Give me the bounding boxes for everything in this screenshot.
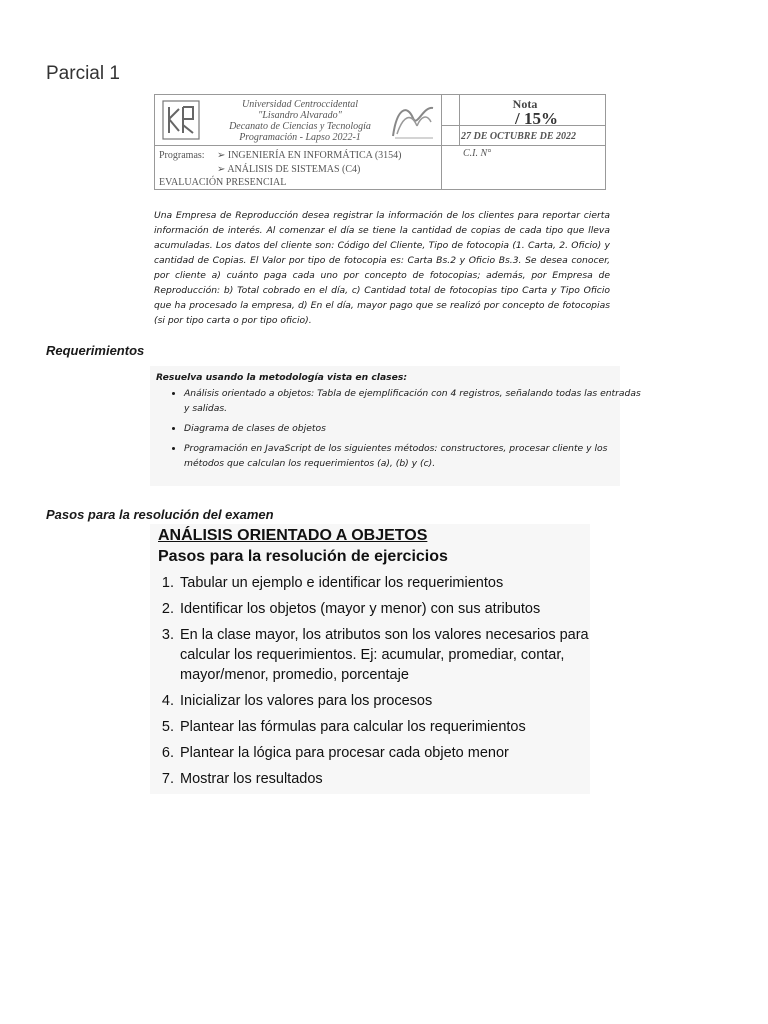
steps-heading: Pasos para la resolución del examen: [46, 507, 274, 522]
faculty-logo-icon: [387, 98, 439, 144]
problem-statement: Una Empresa de Reproducción desea registrar la información de los clientes para reportar cierta información de interés. Al comenzar el día se tiene la cantidad de copias de cada tipo que lleva acumuladas. Los datos del cliente son: Código del Cliente, Tipo de fotocopia (1. Carta, 2. Oficio) y cantidad de Copias. El Valor por tipo de fotocopia es: Carta Bs.2 y Oficio Bs.3. Se desea conocer, por cliente a) cuánto paga cada uno por concepto de fotocopias; además, por Empresa de Reproducción: b) Total cobrado en el día, c) Cantidad total de fotocopias tipo Carta y Tipo Oficio que ha procesado la empresa, d) En el día, mayor pago que se realizó por concepto de fotocopias (si por tipo carta o por tipo oficio).: [154, 210, 610, 326]
list-item: 1. Tabular un ejemplo e identificar los requerimientos: [178, 573, 608, 593]
steps-subtitle: Pasos para la resolución de ejercicios: [158, 548, 448, 565]
list-item: • Diagrama de clases de objetos: [184, 421, 644, 436]
list-item: • Programación en JavaScript de los siguientes métodos: constructores, procesar cliente y los métodos que calculan los requerimientos (a), (b) y (c).: [184, 441, 644, 471]
steps-list: [158, 573, 608, 795]
exam-date: 27 DE OCTUBRE DE 2022: [461, 131, 577, 142]
list-item: 3. En la clase mayor, los atributos son los valores necesarios para calcular los requerimientos. Ej: acumular, promediar, contar, mayor/menor, promedio, porcentaje: [178, 625, 608, 685]
evaluation-mode: PRESENCIAL: [225, 177, 287, 188]
list-item: 6. Plantear la lógica para procesar cada objeto menor: [178, 743, 608, 763]
university-line: Programación - Lapso 2022-1: [239, 132, 361, 143]
requirements-heading: Requerimientos: [46, 343, 145, 358]
evaluation-type: [159, 177, 286, 188]
list-item: • Análisis orientado a objetos: Tabla de ejemplificación con 4 registros, señalando todas las entradas y salidas.: [184, 386, 644, 416]
university-line: Universidad Centroccidental: [242, 99, 358, 110]
university-line: Decanato de Ciencias y Tecnología: [229, 121, 371, 132]
page-title: Parcial 1: [46, 63, 120, 84]
grade-label: Nota: [512, 97, 538, 111]
program-item: ➢ ANÁLISIS DE SISTEMAS (C4): [217, 164, 361, 175]
steps-title: ANÁLISIS ORIENTADO A OBJETOS: [158, 527, 428, 544]
university-line: "Lisandro Alvarado": [258, 110, 342, 121]
university-logo-icon: [161, 99, 201, 141]
list-item: 5. Plantear las fórmulas para calcular los requerimientos: [178, 717, 608, 737]
requirements-list: [156, 386, 644, 476]
list-item: 4. Inicializar los valores para los procesos: [178, 691, 608, 711]
divider: [441, 95, 442, 190]
exam-header-table: [154, 94, 606, 190]
evaluation-prefix: EVALUACIÓN: [159, 177, 224, 188]
university-name: [215, 99, 385, 143]
list-item: 7. Mostrar los resultados: [178, 769, 608, 789]
programs-label: Programas:: [159, 150, 205, 161]
grade-percent: / 15%: [515, 109, 558, 128]
id-number-label: C.I. N°: [463, 148, 492, 159]
list-item: 2. Identificar los objetos (mayor y menor) con sus atributos: [178, 599, 608, 619]
divider: [155, 145, 605, 146]
requirements-intro: Resuelva usando la metodología vista en clases:: [156, 372, 407, 383]
program-item: ➢ INGENIERÍA EN INFORMÁTICA (3154): [217, 150, 402, 161]
